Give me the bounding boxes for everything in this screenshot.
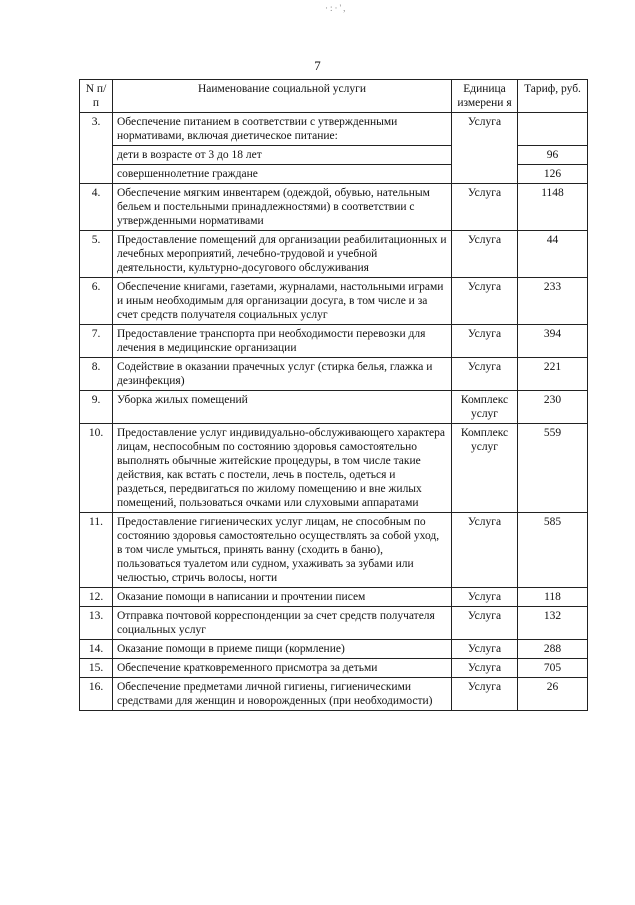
row-tariff: 585 [518, 513, 588, 588]
row-unit: Комплекс услуг [452, 391, 518, 424]
row-name: Предоставление помещений для организации реабилитационных и лечебных мероприятий, лечебно-трудовой и учебной деятельности, культурно-досугового обслуживания [113, 231, 452, 278]
table-row [80, 278, 588, 325]
row-tariff: 132 [518, 607, 588, 640]
header-num: N п/п [80, 80, 113, 113]
row-num: 11. [80, 513, 113, 588]
row-tariff: 44 [518, 231, 588, 278]
row-name: Содействие в оказании прачечных услуг (стирка белья, глажка и дезинфекция) [113, 358, 452, 391]
row-num: 4. [80, 184, 113, 231]
row-num: 8. [80, 358, 113, 391]
row-name: Обеспечение питанием в соответствии с утвержденными нормативами, включая диетическое питание: [113, 113, 452, 146]
row-tariff: 118 [518, 588, 588, 607]
table-row [80, 640, 588, 659]
row-unit: Услуга [452, 640, 518, 659]
table-row [80, 231, 588, 278]
row-unit: Услуга [452, 231, 518, 278]
row-name: Предоставление транспорта при необходимости перевозки для лечения в медицинские организации [113, 325, 452, 358]
row-name: Обеспечение мягким инвентарем (одеждой, обувью, нательным бельем и постельными принадлежностями) в соответствии с утвержденными нормативами [113, 184, 452, 231]
row-unit: Услуга [452, 607, 518, 640]
row-num: 5. [80, 231, 113, 278]
row-num: 12. [80, 588, 113, 607]
row-num: 13. [80, 607, 113, 640]
row-unit: Услуга [452, 113, 518, 184]
row-tariff: 288 [518, 640, 588, 659]
row-name: Обеспечение кратковременного присмотра за детьми [113, 659, 452, 678]
page-number: 7 [314, 58, 321, 73]
header-tariff: Тариф, руб. [518, 80, 588, 113]
table-row [80, 513, 588, 588]
row-num: 7. [80, 325, 113, 358]
scan-marks: ·:·', [325, 3, 348, 13]
row-num: 10. [80, 424, 113, 513]
table-header-row [80, 80, 588, 113]
row-tariff: 394 [518, 325, 588, 358]
row-name: Обеспечение книгами, газетами, журналами, настольными играми и иным необходимым для организации досуга, в том числе и за счет средств получателя социальных услуг [113, 278, 452, 325]
row-num: 15. [80, 659, 113, 678]
table-row [80, 659, 588, 678]
row-name: Предоставление гигиенических услуг лицам, не способным по состоянию здоровья самостоятельно осуществлять за собой уход, в том числе умыться, принять ванну (сходить в баню), пользоваться туалетом или судном, ухаживать за зубами или челюстью, стричь волосы, ногти [113, 513, 452, 588]
table-row [80, 607, 588, 640]
table-row [80, 358, 588, 391]
table-row [80, 391, 588, 424]
subrow-name: совершеннолетние граждане [113, 165, 452, 184]
row-tariff: 26 [518, 678, 588, 711]
row-tariff: 230 [518, 391, 588, 424]
services-tariff-table [79, 79, 588, 711]
table-row [80, 678, 588, 711]
row-num: 6. [80, 278, 113, 325]
row-tariff: 559 [518, 424, 588, 513]
row-unit: Услуга [452, 278, 518, 325]
subrow-tariff: 96 [518, 146, 588, 165]
row-name: Оказание помощи в написании и прочтении писем [113, 588, 452, 607]
row-tariff [518, 113, 588, 146]
header-unit: Единица измерени я [452, 80, 518, 113]
row-name: Уборка жилых помещений [113, 391, 452, 424]
row-num: 9. [80, 391, 113, 424]
header-name: Наименование социальной услуги [113, 80, 452, 113]
subrow-tariff: 126 [518, 165, 588, 184]
table-row [80, 184, 588, 231]
row-name: Предоставление услуг индивидуально-обслуживающего характера лицам, неспособным по состоянию здоровья самостоятельно выполнять обычные житейские процедуры, в том числе такие действия, как встать с постели, лечь в постель, одеться и раздеться, передвигаться по жилому помещению и вне жилых помещений, пользоваться очками или слуховыми аппаратами [113, 424, 452, 513]
table-row [80, 113, 588, 146]
row-name: Отправка почтовой корреспонденции за счет средств получателя социальных услуг [113, 607, 452, 640]
row-unit: Комплекс услуг [452, 424, 518, 513]
row-unit: Услуга [452, 513, 518, 588]
row-tariff: 233 [518, 278, 588, 325]
row-unit: Услуга [452, 678, 518, 711]
row-unit: Услуга [452, 358, 518, 391]
row-unit: Услуга [452, 325, 518, 358]
subrow-name: дети в возрасте от 3 до 18 лет [113, 146, 452, 165]
row-name: Обеспечение предметами личной гигиены, гигиеническими средствами для женщин и новорожденных (при необходимости) [113, 678, 452, 711]
row-num: 3. [80, 113, 113, 184]
row-unit: Услуга [452, 588, 518, 607]
row-tariff: 705 [518, 659, 588, 678]
row-tariff: 1148 [518, 184, 588, 231]
table-row [80, 588, 588, 607]
row-num: 14. [80, 640, 113, 659]
table-row [80, 424, 588, 513]
row-tariff: 221 [518, 358, 588, 391]
row-name: Оказание помощи в приеме пищи (кормление) [113, 640, 452, 659]
table-row [80, 325, 588, 358]
row-unit: Услуга [452, 659, 518, 678]
row-unit: Услуга [452, 184, 518, 231]
row-num: 16. [80, 678, 113, 711]
